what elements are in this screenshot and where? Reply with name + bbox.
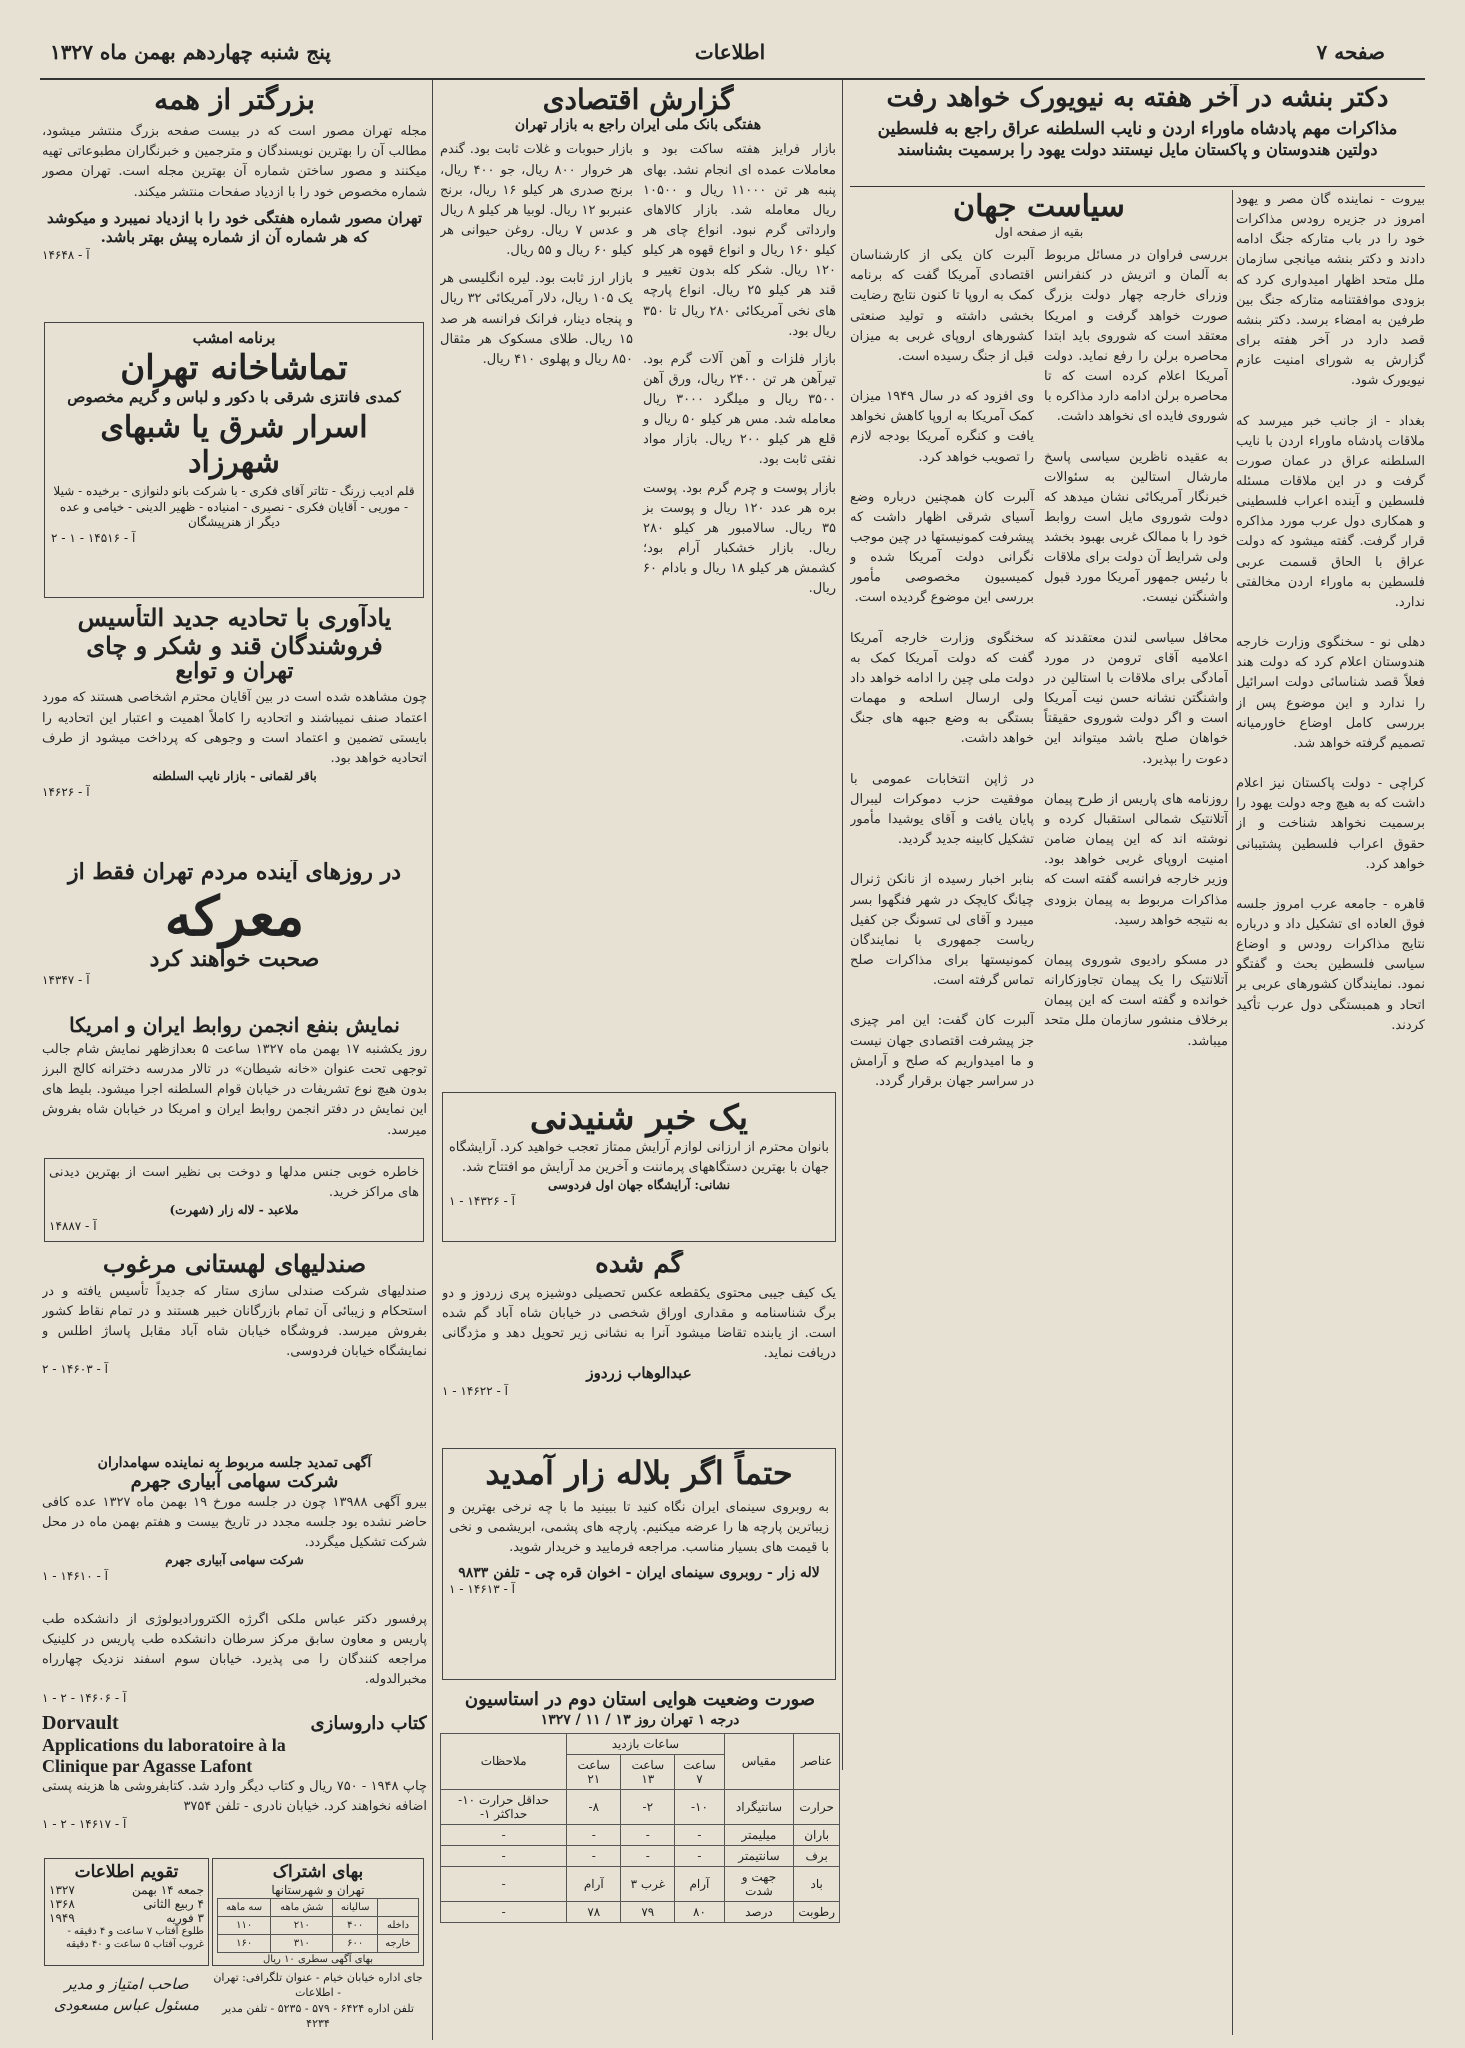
weather-cell: -	[441, 1866, 567, 1901]
column-rule	[432, 80, 433, 2040]
weather-cell: -	[441, 1845, 567, 1866]
ad-lalehzar	[442, 1448, 836, 1680]
column-rule	[842, 80, 843, 1770]
theater-sub: کمدی فانتزی شرقی با دکور و لباس و گریم مخصوص	[67, 387, 401, 406]
sugar-sign: باقر لقمانی - بازار نایب السلطنه	[152, 769, 317, 784]
sugar-line1: یادآوری با تحادیه جدید التأسیس	[77, 604, 392, 632]
economy-subtitle: هفتگی بانک ملی ایران راجع به بازار تهران	[514, 117, 762, 134]
calendar-row-value: ۱۳۶۸	[49, 1896, 75, 1911]
chairs-title: صندلیهای لهستانی مرغوب	[102, 1250, 367, 1278]
subscription-title: بهای اشتراک	[272, 1862, 364, 1882]
subscription-ads: بهای آگهی سطری ۱۰ ریال	[262, 1954, 374, 1966]
calendar-row	[49, 1883, 204, 1897]
weather-cell: -	[441, 1824, 567, 1845]
subscription-cell: ۱۱۰	[218, 1917, 271, 1935]
economy-title: گزارش اقتصادی	[542, 84, 734, 116]
politics-col-text: بررسی فراوان در مسائل مربوط به آلمان و اتریش در کنفرانس وزرای خارجه چهار دولت بزرگ صورت خواهد گرفت و امریکا معتقد است که شوروی باید ابتدا محاصره برلن را رفع نماید. دولت آمریکا اعلام کرده است که تا محاصره برلن ادامه دارد مذاکره با شوروی فایده ای نخواهد داشت. به عقیده ناظرین سیاسی پاسخ مارشال استالین به سئوالات خبرنگار آمریکائی نشان میدهد که دولت شوروی مایل است روابط خود را با ممالک غربی بهبود بخشد ولی شرایط آن دولت برای ملاقات با رئیس جمهور آمریکا مورد قبول واشنگتن نیست. محافل سیاسی لندن معتقدند که اعلامیه آقای ترومن در مورد آمادگی برای ملاقات با استالین در واشنگتن نشانه حسن نیت آمریکا است و اگر دولت شوروی حقیقتاً خواهان صلح باشد میتواند این دعوت را بپذیرد. روزنامه های پاریس از طرح پیمان آتلانتیک شمالی استقبال کرده و نوشته اند که این پیمان ضامن امنیت اروپای غربی خواهد بود. وزیر خارجه فرانسه گفته است که مذاکرات مربوط به پیمان بزودی به نتیجه خواهد رسید. در مسکو رادیوی شوروی پیمان آتلانتیک را یک پیمان تجاوزکارانه خوانده و گفته است که این پیمان برخلاف منشور سازمان ملل متحد میباشد.	[1044, 248, 1228, 1049]
exhibition-body: روز یکشنبه ۱۷ بهمن ماه ۱۳۲۷ ساعت ۵ بعدازظهر نمایش شام جالب توجهی تحت عنوان «خانه شیطان» در تالار مدرسه دخترانه کالج البرز بدون هیچ نوع تشریفات در خیابان قوام السلطنه اجرا میشود. بلیط های این نمایش در دفتر انجمن روابط ایران و امریکا در خیابان شاه بفروش میرسد.	[42, 1042, 427, 1138]
meeting-ref: آ - ۱۴۶۱۰ - ۱	[42, 1568, 108, 1583]
main-subhead-1: مذاکرات مهم پادشاه ماوراء اردن و نایب السلطنه عراق راجع به فلسطین	[877, 118, 1398, 139]
weather-row	[441, 1901, 840, 1922]
ad-body: مجله تهران مصور است که در بیست صفحه بزرگ منتشر میشود، مطالب آن را بهترین نویسندگان و مترجمین و خبرنگاران مطبوعاتی تهیه میکنند و مصور ساختن شماره آن بهترین مجله است. تهران مصور شماره مخصوص خود را با ازدیاد صفحات منتشر میکند.	[42, 124, 427, 200]
subscription-row-label: خارجه	[378, 1935, 419, 1953]
meeting-body: بیرو آگهی ۱۳۹۸۸ چون در جلسه مورخ ۱۹ بهمن ماه ۱۳۲۷ عده کافی حاضر نشده بود جلسه مجدد در تاریخ بیست و هفتم بهمن ماه در محل شرکت تشکیل میگردد.	[42, 1494, 427, 1551]
page-label: صفحه ۷	[1316, 40, 1385, 64]
book-ref: آ - ۱۴۶۱۷ - ۲ - ۱	[42, 1817, 127, 1832]
weather-cell: غرب ۳	[621, 1866, 675, 1901]
economy-paragraph: بازار فرایز هفته ساکت بود و معاملات عمده ای انجام نشد. بهای پنبه هر تن ۱۱۰۰۰ ریال و ۱۰۵۰۰ ریال معامله شد. بازار کالاهای وارداتی گرم نبود. انواع چای هر کیلو ۱۶۰ ریال و انواع قهوه هر کیلو ۱۲۰ ریال. شکر کله بدون تغییر و قند هر کیلو ۲۵ ریال. انواع پارچه های نخی آمریکائی ۲۸۰ ریال تا ۳۵۰ ریال بود.	[643, 142, 836, 339]
ad-footer: تهران مصور شماره هفتگی خود را با ازدیاد نمیبرد و میکوشد که هر شماره آن از شماره پیش بهتر باشد.	[46, 208, 423, 247]
meeting-line1: آگهی تمدید جلسه مربوط به نماینده سهامداران	[97, 1455, 372, 1471]
weather-cell: سانتیگراد	[724, 1789, 794, 1824]
notice-ref: آ - ۱۴۸۸۷	[49, 1218, 97, 1233]
wonderful-body: بانوان محترم از ارزانی لوازم آرایش ممتاز تعجب خواهید کرد. آرایشگاه جهان با بهترین دستگاههای پرماننت و آخرین مد آرایش مو افتتاح شد.	[449, 1140, 829, 1176]
weather-cell: رطوبت	[794, 1901, 840, 1922]
weather-cell: آرام	[567, 1866, 621, 1901]
main-col-text: بیروت - نماینده گان مصر و یهود امروز در جزیره رودس مذاکرات خود را در باب متارکه جنگ ادامه دادند و دکتر بنشه میانجی سازمان ملل متحد اظهار امیدواری کرد که بزودی موافقتنامه متارکه جنگ بین طرفین به امضاء برسد. دکتر بنشه قصد دارد در آخر هفته برای گزارش به شورای امنیت عازم نیویورک شود. بغداد - از جانب خبر میرسد که ملاقات پادشاه ماوراء اردن با نایب السلطنه عراق در عمان صورت گرفت و در این ملاقات مسئله فلسطین و آینده اعراب فلسطینی و همکاری دول عرب مورد مذاکره قرار گرفت. گفته میشود که دولت عراق با الحاق قسمت عربی فلسطین به ماوراء اردن مخالفتی ندارد. دهلی نو - سخنگوی وزارت خارجه هندوستان اعلام کرد که دولت هند فعلاً قصد شناسائی دولت اسرائیل را ندارد و این موضوع پس از بررسی کامل اوضاع خاورمیانه تصمیم گرفته خواهد شد. کراچی - دولت پاکستان نیز اعلام داشت که به هیچ وجه دولت یهود را برسمیت نخواهد شناخت و از حقوق اعراب فلسطین پشتیبانی خواهد کرد. قاهره - جامعه عرب امروز جلسه فوق العاده ای تشکیل داد و درباره نتایج مذاکرات رودس و اوضاع سیاسی فلسطین بحث و گفتگو نمود. نمایندگان کشورهای عربی بر اتحاد و همبستگی دول عرب تأکید کردند.	[1236, 192, 1425, 1033]
calendar-row	[49, 1911, 204, 1925]
ad-meeting	[42, 1454, 427, 1604]
ad-book	[42, 1712, 427, 1852]
sugar-line3: تهران و توابع	[175, 658, 294, 685]
calendar-box	[44, 1858, 209, 1966]
maarekeh-ref: آ - ۱۴۳۴۷	[42, 972, 90, 987]
lalehzar-body: به روبروی سینمای ایران نگاه کنید تا ببینید ما با چه نرخی بهترین و زیباترین پارچه ها را عرضه میکنیم. پارچه های پشمی، ابریشمی و نخی با قیمت های بسیار مناسب. مراجعه فرمایید و خریدار شوید.	[449, 1499, 829, 1556]
calendar-title: تقویم اطلاعات	[74, 1862, 179, 1882]
ad-sugar	[42, 604, 427, 854]
subscription-box	[212, 1858, 424, 1966]
subscription-header: سه ماهه	[218, 1899, 271, 1917]
economy-columns	[440, 140, 836, 599]
economy-report	[440, 84, 836, 1084]
theater-credits: قلم ادیب زرنگ - تئاتر آقای فکری - با شرکت بانو دلنوازی - برخیده - شیلا - موریی - آقایان فکری - نصیری - امنیاده - ظهیر الدینی - خیامی و عده دیگر از هنرپیشگان	[53, 484, 415, 530]
calendar-row-value: ۱۳۲۷	[49, 1882, 75, 1897]
weather-row	[441, 1789, 840, 1824]
sugar-line2: فروشندگان قند و شکر و چای	[86, 630, 383, 660]
weather-cell: ۷۸	[567, 1901, 621, 1922]
lost-sign: عبدالوهاب زردوز	[586, 1364, 692, 1383]
publisher-signature: صاحب امتیاز و مدیر مسئول عباس مسعودی	[53, 1975, 200, 2014]
ad-notice	[44, 1158, 424, 1242]
politics-col-text: آلبرت کان یکی از کارشناسان اقتصادی آمریکا گفت که برنامه کمک به اروپا تا کنون نتایج رضایت بخشی داشته و تولید صنعتی کشورهای اروپای غربی به میزان قبل از جنگ رسیده است. وی افزود که در سال ۱۹۴۹ میزان کمک آمریکا به اروپا کاهش نخواهد یافت و کنگره آمریکا بودجه لازم را تصویب خواهد کرد. آلبرت کان همچنین درباره وضع آسیای شرقی اظهار داشت که پیشرفت کمونیستها در چین موجب نگرانی دولت آمریکا شده و کمیسیون مخصوصی مأمور بررسی این موضوع گردیده است. سخنگوی وزارت خارجه آمریکا گفت که دولت آمریکا کمک به دولت ملی چین را ادامه خواهد داد ولی ارسال اسلحه و مهمات بستگی به وضع جبهه های جنگ خواهد داشت. در ژاپن انتخابات عمومی با موفقیت حزب دموکرات لیبرال پایان یافت و آقای یوشیدا مأمور تشکیل کابینه جدید گردید. بنابر اخبار رسیده از نانکن ژنرال چیانگ کایچک در شهر فنگهوا بسر میبرد و آقای لی تسونگ جن کفیل ریاست جمهوری با نمایندگان کمونیستها برای مذاکرات صلح تماس گرفته است. آلبرت کان گفت: این امر چیزی جز پیشرفت اقتصادی جهان نیست و ما امیدواریم که صلح و آرامش در سراسر جهان برقرار گردد.	[850, 248, 1034, 1089]
calendar-row	[49, 1897, 204, 1911]
economy-paragraph: بازار فلزات و آهن آلات گرم بود. تیرآهن هر تن ۲۴۰۰ ریال، ورق آهن ۳۵۰۰ ریال و میلگرد ۳۰۰۰ ریال معامله شد. مس هر کیلو ۵۰ ریال و قلع هر کیلو ۲۰۰ ریال. بازار مواد نفتی ثابت بود.	[643, 351, 836, 468]
ad-maarekeh	[42, 860, 427, 1010]
calendar-note: طلوع آفتاب ۷ ساعت و ۴ دقیقه - غروب آفتاب ۵ ساعت و ۴۰ دقیقه	[66, 1925, 204, 1950]
meeting-line2: شرکت سهامی آبیاری جهرم	[130, 1471, 339, 1493]
subscription-row-label: داخله	[378, 1917, 419, 1935]
column-rule	[1232, 190, 1233, 2035]
theater-top: برنامه امشب	[192, 329, 276, 347]
headline-rule	[850, 186, 1425, 187]
main-headline-block	[850, 84, 1425, 184]
subscription-table	[217, 1898, 419, 1953]
weather-subtitle: درجه ۱ تهران روز ۱۳ / ۱۱ / ۱۳۲۷	[540, 1711, 740, 1728]
maarekeh-line3: صحبت خواهند کرد	[149, 946, 320, 973]
weather-cell: آرام	[675, 1866, 724, 1901]
ad-ref: آ - ۱۴۶۴۸	[42, 247, 90, 262]
book-details: چاپ ۱۹۴۸ - ۷۵۰ ریال و کتاب دیگر وارد شد. کتابفروشی ها هزینه پستی اضافه نخواهند کرد. خیابان نادری - تلفن ۳۷۵۴	[42, 1779, 427, 1815]
main-subhead-2: دولتین هندوستان و پاکستان مایل نیستند دولت یهود را برسمیت بشناسند	[897, 139, 1378, 159]
meeting-sign: شرکت سهامی آبیاری جهرم	[165, 1553, 304, 1568]
office-body: جای اداره خیابان خیام - عنوان تلگرافی: تهران - اطلاعات	[213, 1971, 423, 2000]
book-title-latin-1: Dorvault	[42, 1712, 119, 1734]
ad-lost	[442, 1250, 836, 1440]
politics-columns	[850, 246, 1228, 1092]
weather-cell: ۲-	[621, 1789, 675, 1824]
lost-body: یک کیف جیبی محتوی یکقطعه عکس تحصیلی دوشیزه پری زردوز و دو برگ شناسنامه و مقداری اوراق شخصی در خیابان شاه آباد گم شده است. از یابنده تقاضا میشود آنرا به نشانی زیر تحویل دهد و مژدگانی دریافت نماید.	[442, 1285, 836, 1362]
weather-report	[440, 1690, 840, 2035]
subscription-cell: ۳۱۰	[271, 1935, 333, 1953]
weather-cell: میلیمتر	[724, 1824, 794, 1845]
chairs-body: صندلیهای شرکت صندلی سازی ستار که جدیداً تأسیس یافته و در استحکام و زیبائی آن تمام بازرگانان خبیر هستند و در تمام نقاط کشور بفروش میرسد. فروشگاه خیابان شاه آباد مقابل پاساژ اطلس و نمایشگاه خیابان فردوسی.	[42, 1283, 427, 1360]
wonderful-title: یک خبر شنیدنی	[529, 1098, 749, 1138]
weather-header: مقیاس	[724, 1733, 794, 1789]
professor-ref: آ - ۱۴۶۰۶ - ۲ - ۱	[42, 1690, 127, 1705]
notice-body: خاطره خوبی جنس مدلها و دوخت بی نظیر است از بهترین دیدنی های مراکز خرید.	[49, 1165, 419, 1201]
weather-cell: -	[675, 1824, 724, 1845]
weather-header: عناصر	[794, 1733, 840, 1789]
maarekeh-big: معرکه	[164, 884, 305, 949]
subscription-header: سالیانه	[333, 1899, 378, 1917]
lost-title: گم شده	[595, 1250, 683, 1279]
weather-cell: -	[675, 1845, 724, 1866]
subscription-header-blank	[378, 1899, 419, 1917]
subscription-header-row	[218, 1899, 419, 1917]
weather-row	[441, 1824, 840, 1845]
weather-cell: -	[621, 1845, 675, 1866]
sugar-ref: آ - ۱۴۶۲۶	[42, 784, 90, 799]
ad-professor	[42, 1610, 427, 1708]
main-headline: دکتر بنشه در آخر هفته به نیویورک خواهد رفت	[886, 84, 1389, 113]
weather-table	[440, 1733, 840, 1923]
theater-name: تماشاخانه تهران	[120, 347, 348, 388]
weather-cell: باران	[794, 1824, 840, 1845]
notice-sign: ملاعبد - لاله زار (شهرت)	[169, 1203, 299, 1218]
weather-subheader: ساعت ۷	[675, 1754, 724, 1789]
calendar-row-label: ۳ فوریه	[166, 1910, 204, 1925]
weather-cell: درصد	[724, 1901, 794, 1922]
weather-title: صورت وضعیت هوایی استان دوم در استاسیون	[464, 1690, 816, 1710]
subscription-cell: ۶۰۰	[333, 1935, 378, 1953]
professor-body: پرفسور دکتر عباس ملکی اگرژه الکترورادیولوژی از دانشکده طب پاریس و معاون سابق مرکز سرطان دانشکده طب پاریس در کلینیک مراجعه کنندگان را می پذیرد. خیابان سوم اسفند نزدیک چهارراه مخبرالدوله.	[42, 1612, 427, 1688]
economy-column-right	[643, 140, 836, 599]
weather-cell: حرارت	[794, 1789, 840, 1824]
subscription-cell: ۲۱۰	[271, 1917, 333, 1935]
subscription-cell: ۱۶۰	[218, 1935, 271, 1953]
weather-cell: ۸-	[567, 1789, 621, 1824]
book-title-latin-2: Applications du laboratoire à la	[42, 1735, 286, 1755]
economy-paragraph: بازار پوست و چرم گرم بود. پوست بره هر عدد ۱۲۰ ریال و پوست بز ۳۵ ریال. سالامبور هر کیلو ۲۸۰ ریال. بازار خشکبار آرام بود؛ کشمش هر کیلو ۱۸ ریال و بادام ۶۰ ریال.	[643, 480, 836, 597]
subscription-row	[218, 1935, 419, 1953]
weather-cell: جهت و شدت	[724, 1866, 794, 1901]
economy-paragraph: بازار ارز ثابت بود. لیره انگلیسی هر یک ۱۰۵ ریال، دلار آمریکائی ۳۲ ریال و پنجاه دینار، فرانک فرانسه هر صد ۱۵ ریال. طلای مسکوک هر مثقال ۸۵۰ ریال و پهلوی ۴۱۰ ریال.	[440, 271, 634, 367]
weather-cell: برف	[794, 1845, 840, 1866]
exhibition-title: نمایش بنفع انجمن روابط ایران و امریکا	[69, 1014, 400, 1037]
date-line: پنج شنبه چهاردهم بهمن ماه ۱۳۲۷	[50, 40, 331, 64]
masthead-rule	[40, 78, 1425, 80]
main-col-right	[1236, 190, 1425, 2035]
subscription-subtitle: تهران و شهرستانها	[271, 1882, 365, 1897]
weather-subheader: ساعت ۲۱	[567, 1754, 621, 1789]
sugar-body: چون مشاهده شده است در بین آقایان محترم اشخاصی هستند که مورد اعتماد صنف نمیباشند و اتحادیه را کاملاً اهمیت و اعتبار این اتحادیه را بایستی تضمین و اعتماد است و وجوهی که پرداخت میشود از طرف اتحادیه خواهد بود.	[42, 690, 427, 766]
ad-exhibition	[42, 1014, 427, 1154]
weather-cell: -	[567, 1824, 621, 1845]
weather-cell: ۱۰-	[675, 1789, 724, 1824]
weather-cell: سانتیمتر	[724, 1845, 794, 1866]
weather-cell: -	[441, 1901, 567, 1922]
politics-block	[850, 190, 1228, 2035]
politics-subtitle: بقیه از صفحه اول	[994, 224, 1084, 239]
weather-row	[441, 1845, 840, 1866]
ad-wonderful	[442, 1092, 836, 1242]
economy-paragraph: بازار حبوبات و غلات ثابت بود. گندم هر خروار ۸۰۰ ریال، جو ۴۰۰ ریال، برنج صدری هر کیلو ۱۶ ریال، برنج عنبربو ۱۲ ریال. لوبیا هر کیلو ۸ ریال و عدس ۷ ریال. روغن حیوانی هر کیلو ۶۰ ریال و ۵۵ ریال.	[440, 142, 634, 259]
weather-cell: -	[567, 1845, 621, 1866]
weather-cell: باد	[794, 1866, 840, 1901]
wonderful-sign: نشانی: آرایشگاه جهان اول فردوسی	[547, 1178, 731, 1193]
office-phones: تلفن اداره ۶۴۲۴ - ۵۷۹ - ۵۲۳۵ - تلفن مدیر ۴۲۳۴	[222, 2001, 414, 2031]
paper-name: اطلاعات	[694, 40, 766, 64]
theater-ref: آ - ۱۴۵۱۶ - ۱ - ۲	[51, 530, 136, 545]
ad-theater	[44, 322, 424, 598]
politics-title: سیاست جهان	[953, 190, 1125, 224]
subscription-row	[218, 1917, 419, 1935]
lalehzar-ref: آ - ۱۴۶۱۳ - ۱	[449, 1582, 515, 1597]
weather-cell: ۷۹	[621, 1901, 675, 1922]
weather-header: ساعات بازدید	[567, 1733, 724, 1754]
maarekeh-line1: در روزهای آینده مردم تهران فقط از	[68, 860, 401, 885]
lalehzar-title: حتماً اگر بلاله زار آمدید	[485, 1454, 793, 1492]
lalehzar-address: لاله زار - روبروی سینمای ایران - اخوان قره چی - تلفن ۹۸۳۳	[458, 1565, 820, 1582]
weather-cell: -	[621, 1824, 675, 1845]
wonderful-ref: آ - ۱۴۳۲۶ - ۱	[449, 1193, 515, 1208]
office-info	[212, 1970, 424, 2034]
calendar-row-label: جمعه ۱۴ بهمن	[131, 1882, 204, 1897]
subscription-header: شش ماهه	[271, 1899, 333, 1917]
weather-header: ملاحظات	[441, 1733, 567, 1789]
calendar-row-value: ۱۹۴۹	[49, 1910, 75, 1925]
economy-column-left	[440, 140, 633, 599]
ad-title: بزرگتر از همه	[154, 84, 315, 116]
ad-bozorgtar	[42, 84, 427, 316]
lost-ref: آ - ۱۴۶۲۲ - ۱	[442, 1383, 508, 1398]
weather-cell: ۸۰	[675, 1901, 724, 1922]
weather-row	[441, 1866, 840, 1901]
chairs-ref: آ - ۱۴۶۰۳ - ۲	[42, 1362, 108, 1377]
subscription-cell: ۴۰۰	[333, 1917, 378, 1935]
weather-subheader: ساعت ۱۳	[621, 1754, 675, 1789]
weather-cell: حداقل حرارت ۱۰- حداکثر ۱-	[441, 1789, 567, 1824]
theater-play: اسرار شرق یا شبهای شهرزاد	[100, 410, 368, 480]
calendar-row-label: ۴ ربیع الثانی	[143, 1896, 204, 1911]
weather-header-row	[441, 1733, 840, 1754]
book-title-latin-3: Clinique par Agasse Lafont	[42, 1756, 253, 1776]
book-title-fa: کتاب داروسازی	[310, 1713, 427, 1734]
ad-chairs	[42, 1250, 427, 1450]
